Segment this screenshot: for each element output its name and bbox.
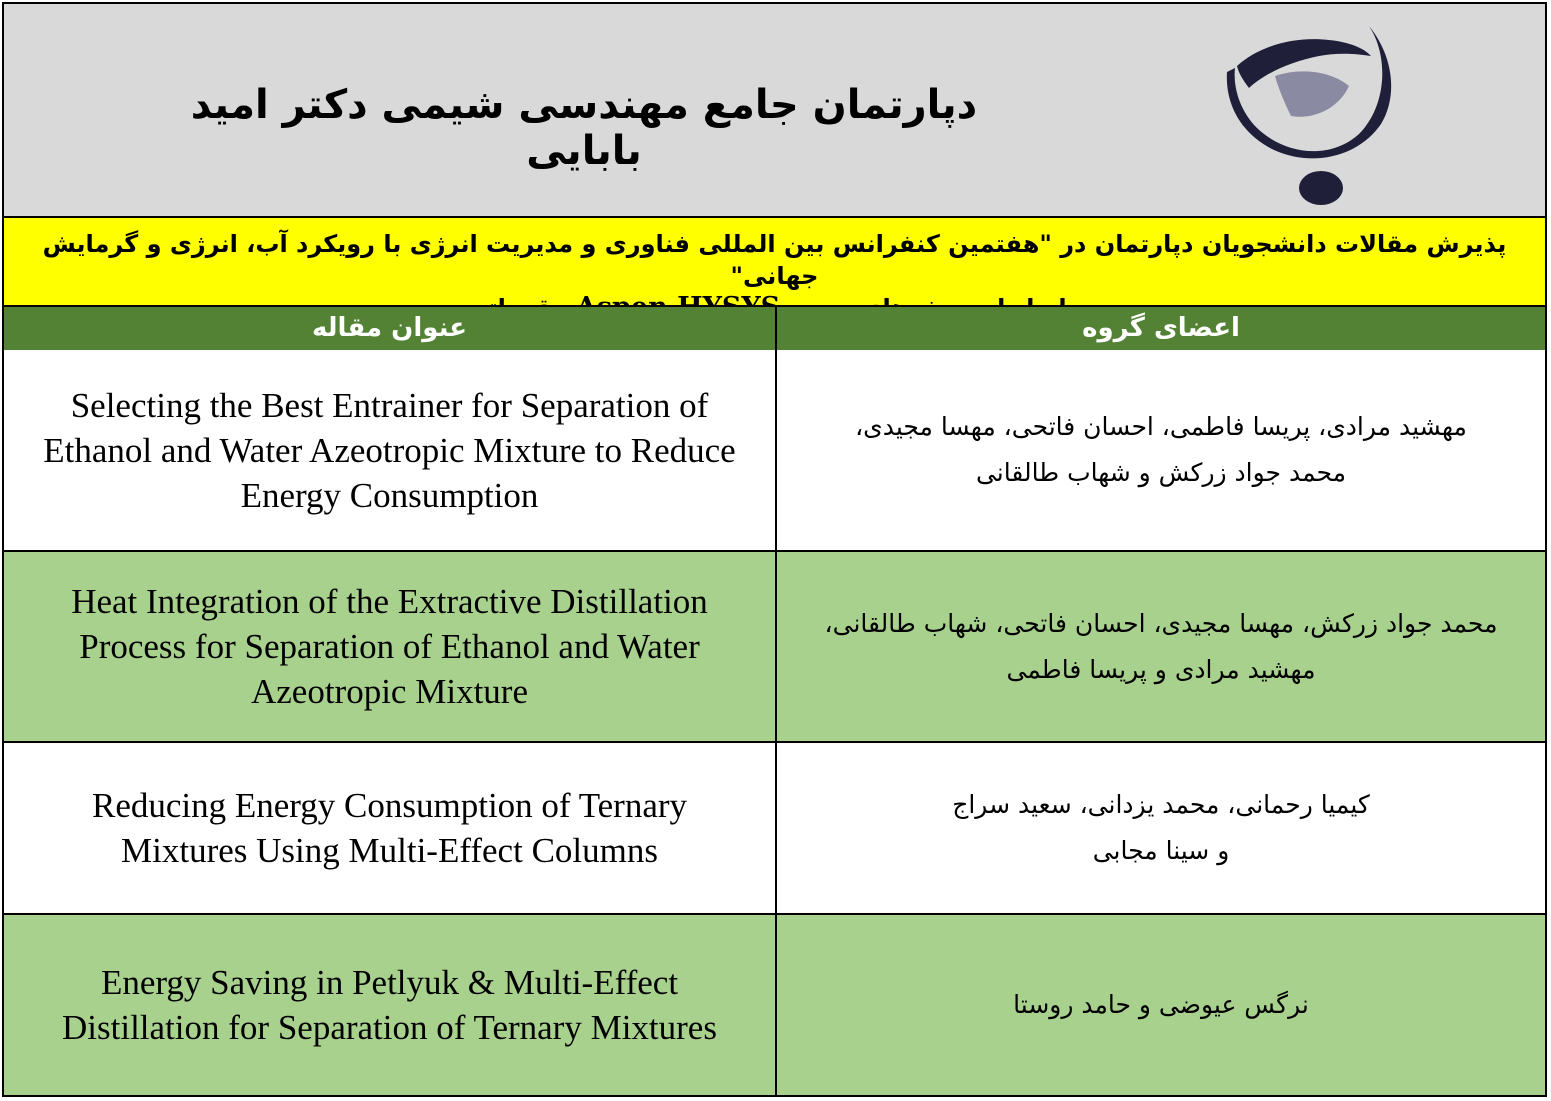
paper-title-line: Ethanol and Water Azeotropic Mixture to Reduce — [43, 430, 736, 470]
group-members-cell — [777, 743, 1545, 913]
paper-title-line: Azeotropic Mixture — [250, 672, 528, 711]
department-logo-icon — [1219, 16, 1399, 208]
department-title: دپارتمان جامع مهندسی شیمی دکتر امید بابایی — [190, 82, 978, 174]
paper-title-line: Mixtures Using Multi-Effect Columns — [121, 831, 658, 870]
paper-title-cell — [4, 552, 777, 741]
paper-title-cell — [4, 743, 777, 913]
header-banner — [2, 2, 1547, 218]
paper-title-line: Energy Saving in Petlyuk & Multi-Effect — [100, 963, 679, 1002]
members-line: محمد جواد زرکش، مهسا مجیدی، احسان فاتحی، شهاب طالقانی، — [824, 608, 1498, 638]
members-line: مهشید مرادی و پریسا فاطمی — [1006, 654, 1316, 684]
table-row — [2, 743, 1547, 915]
table-header-row — [2, 305, 1547, 352]
paper-title-cell — [4, 350, 777, 550]
paper-title-line: Distillation for Separation of Ternary Mixtures — [62, 1008, 717, 1047]
table-row — [2, 552, 1547, 743]
column-header-paper-title: عنوان مقاله — [4, 307, 777, 350]
group-members-cell — [777, 915, 1545, 1095]
paper-title-line: Reducing Energy Consumption of Ternary — [91, 786, 688, 825]
paper-title-line: Selecting the Best Entrainer for Separation of — [70, 385, 709, 425]
paper-title-cell — [4, 915, 777, 1095]
members-line: و سینا مجابی — [1092, 836, 1230, 865]
group-members-cell — [777, 350, 1545, 550]
members-line: مهشید مرادی، پریسا فاطمی، احسان فاتحی، مهسا مجیدی، — [855, 412, 1467, 441]
announcement-line-1: پذیرش مقالات دانشجویان دپارتمان در "هفتمین کنفرانس بین المللی فناوری و مدیریت انرژی با رویکرد آب، انرژی و گرمایش جهانی" — [42, 230, 1507, 290]
paper-title-line: Heat Integration of the Extractive Distillation — [71, 582, 708, 621]
members-line: کیمیا رحمانی، محمد یزدانی، سعید سراج — [952, 790, 1370, 819]
announcement-banner — [2, 216, 1547, 307]
paper-title-line: Energy Consumption — [240, 475, 539, 515]
paper-title-line: Process for Separation of Ethanol and Water — [79, 627, 700, 666]
table-row — [2, 350, 1547, 552]
members-line: نرگس عیوضی و حامد روستا — [1013, 990, 1309, 1019]
table-row — [2, 915, 1547, 1097]
members-line: محمد جواد زرکش و شهاب طالقانی — [975, 458, 1347, 487]
group-members-cell — [777, 552, 1545, 741]
column-header-group-members: اعضای گروه — [1082, 313, 1240, 343]
